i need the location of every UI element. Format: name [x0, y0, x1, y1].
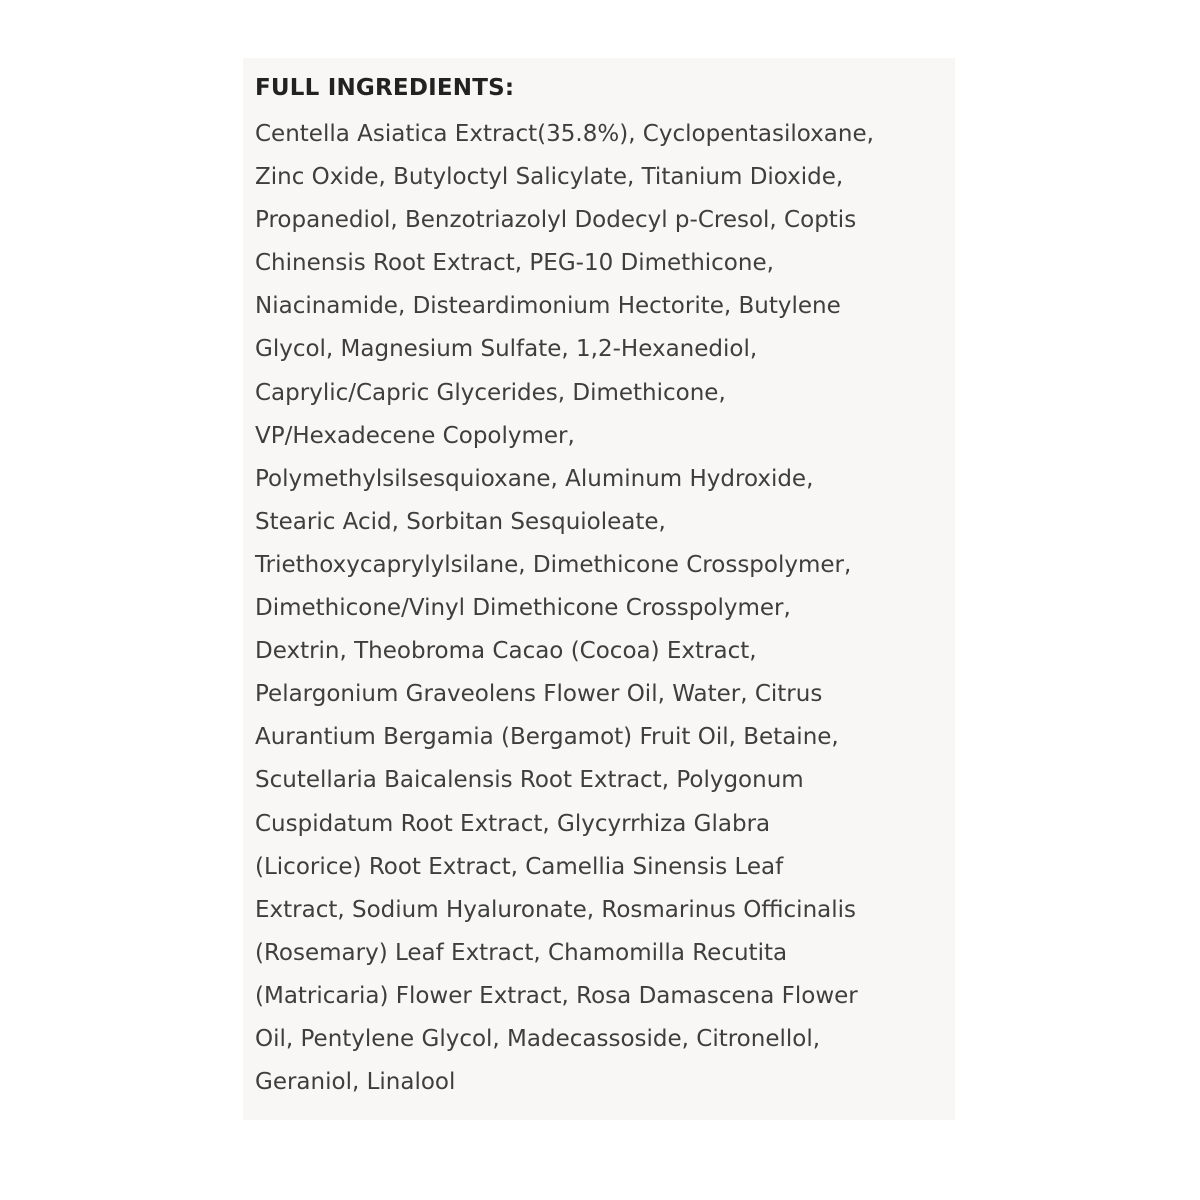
ingredient-line: Dimethicone/Vinyl Dimethicone Crosspolymer,: [255, 595, 791, 622]
ingredient-line: (Licorice) Root Extract, Camellia Sinensis Leaf: [255, 853, 784, 880]
ingredient-line: Niacinamide, Disteardimonium Hectorite, Butylene: [255, 293, 841, 320]
ingredient-line: Oil, Pentylene Glycol, Madecassoside, Citronellol,: [255, 1025, 821, 1052]
ingredient-line: Propanediol, Benzotriazolyl Dodecyl p-Cresol, Coptis: [255, 207, 857, 234]
ingredients-heading: FULL INGREDIENTS:: [255, 75, 515, 101]
ingredient-line: Stearic Acid, Sorbitan Sesquioleate,: [255, 508, 666, 535]
ingredient-line: Aurantium Bergamia (Bergamot) Fruit Oil, Betaine,: [255, 724, 839, 751]
ingredient-line: Dextrin, Theobroma Cacao (Cocoa) Extract,: [255, 638, 757, 665]
ingredient-line: Cuspidatum Root Extract, Glycyrrhiza Glabra: [255, 810, 771, 837]
ingredient-line: Centella Asiatica Extract(35.8%), Cyclopentasiloxane,: [255, 121, 874, 147]
ingredients-list: [255, 113, 955, 1104]
ingredient-line: Pelargonium Graveolens Flower Oil, Water, Citrus: [255, 681, 823, 708]
ingredient-line: (Matricaria) Flower Extract, Rosa Damascena Flower: [255, 982, 858, 1009]
ingredient-line: Zinc Oxide, Butyloctyl Salicylate, Titanium Dioxide,: [255, 164, 844, 191]
ingredient-line: (Rosemary) Leaf Extract, Chamomilla Recutita: [255, 939, 788, 966]
ingredient-line: VP/Hexadecene Copolymer,: [255, 422, 575, 449]
ingredient-line: Scutellaria Baicalensis Root Extract, Polygonum: [255, 767, 804, 794]
ingredient-line: Geraniol, Linalool: [255, 1069, 456, 1096]
ingredient-line: Triethoxycaprylylsilane, Dimethicone Crosspolymer,: [255, 551, 852, 578]
ingredients-panel: [243, 58, 955, 1120]
ingredient-line: Glycol, Magnesium Sulfate, 1,2-Hexanediol,: [255, 336, 758, 363]
ingredient-line: Extract, Sodium Hyaluronate, Rosmarinus Officinalis: [255, 896, 857, 923]
ingredient-line: Chinensis Root Extract, PEG-10 Dimethicone,: [255, 250, 774, 277]
ingredient-line: Polymethylsilsesquioxane, Aluminum Hydroxide,: [255, 465, 814, 492]
ingredient-line: Caprylic/Capric Glycerides, Dimethicone,: [255, 379, 726, 406]
